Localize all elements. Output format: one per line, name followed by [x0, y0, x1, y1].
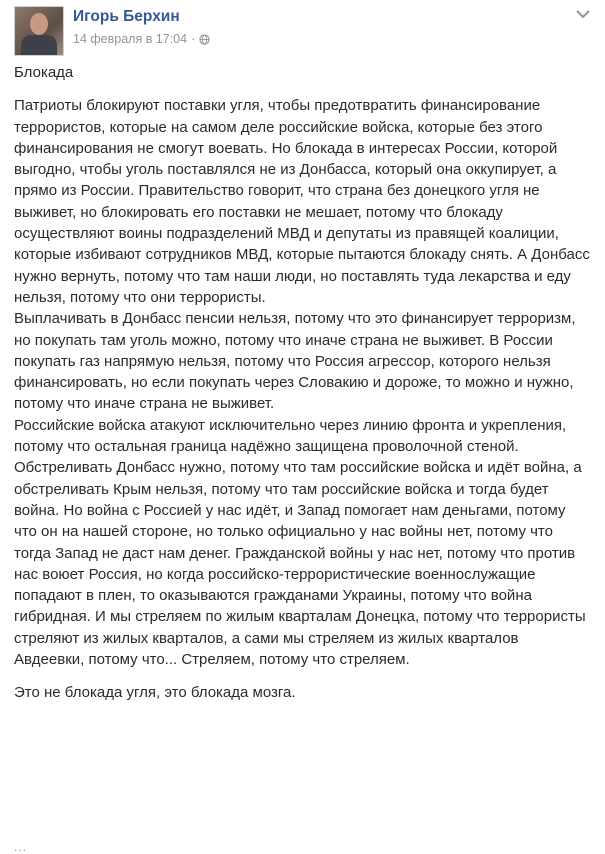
post-title: Блокада — [14, 64, 74, 81]
post-meta — [73, 32, 210, 46]
avatar-body — [21, 35, 57, 56]
post-paragraph: Выплачивать в Донбасс пенсии нельзя, потому что это финансирует терроризм, но покупать там уголь можно, потому что иначе страна не выживет. В России покупать газ напрямую нельзя, потому что Россия агрессор, которого нельзя финансировать, но если покупать через Словакию и дороже, то можно и нужно, потому что иначе страна не выживет. — [14, 310, 576, 413]
meta-separator: · — [191, 32, 196, 46]
post-closing-line: Это не блокада угля, это блокада мозга. — [14, 684, 296, 702]
see-more-ellipsis[interactable]: ... — [14, 840, 28, 854]
author-name-link[interactable]: Игорь Берхин — [73, 8, 180, 25]
avatar[interactable] — [14, 6, 64, 56]
chevron-down-icon[interactable] — [575, 8, 591, 20]
avatar-head — [30, 13, 48, 35]
post-paragraph: Патриоты блокируют поставки угля, чтобы предотвратить финансирование террористов, которые на самом деле российские войска, которые без этого финансирования не смогут воевать. Но блокада в интересах России, которой выгодно, чтобы уголь поставлялся не из Донбасса, который она оккупирует, а прямо из России. Правительство говорит, что страна без донецкого угля не выживет, но блокировать его поставки не мешает, потому что блокаду осуществляют воины подразделений МВД и депутаты из правящей коалиции, которые избивают сотрудников МВД, которые пытаются блокаду снять. А Донбасс нужно вернуть, потому что там наши люди, но поставлять туда лекарства и еду нельзя, потому что они террористы. — [14, 97, 590, 306]
post-body — [14, 62, 592, 704]
post-paragraph: Российские войска атакуют исключительно через линию фронта и укрепления, потому что остальная граница надёжно защищена проволочной стеной. Обстреливать Донбасс нужно, потому что там российские войска и идёт война, а обстреливать Крым нельзя, потому что там российские войска и тогда будет война. Но война с Россией у нас идёт, и Запад помогает нам деньгами, потому что он на нашей стороне, но только официально у нас войны нет, потому что тогда Запад не даст нам денег. Гражданской войны у нас нет, потому что против нас воюет Россия, но когда российско-террористические военнослужащие попадают в плен, то оказываются гражданами Украины, потому что война гибридная. И мы стреляем по жилым кварталам Донецка, потому что террористы стреляют из жилых кварталов, а сами мы стреляем из жилых кварталов Авдеевки, потому что... Стреляем, потому что стреляем. — [14, 416, 586, 669]
globe-icon[interactable] — [199, 34, 210, 45]
post-timestamp-link[interactable]: 14 февраля в 17:04 — [73, 32, 188, 46]
